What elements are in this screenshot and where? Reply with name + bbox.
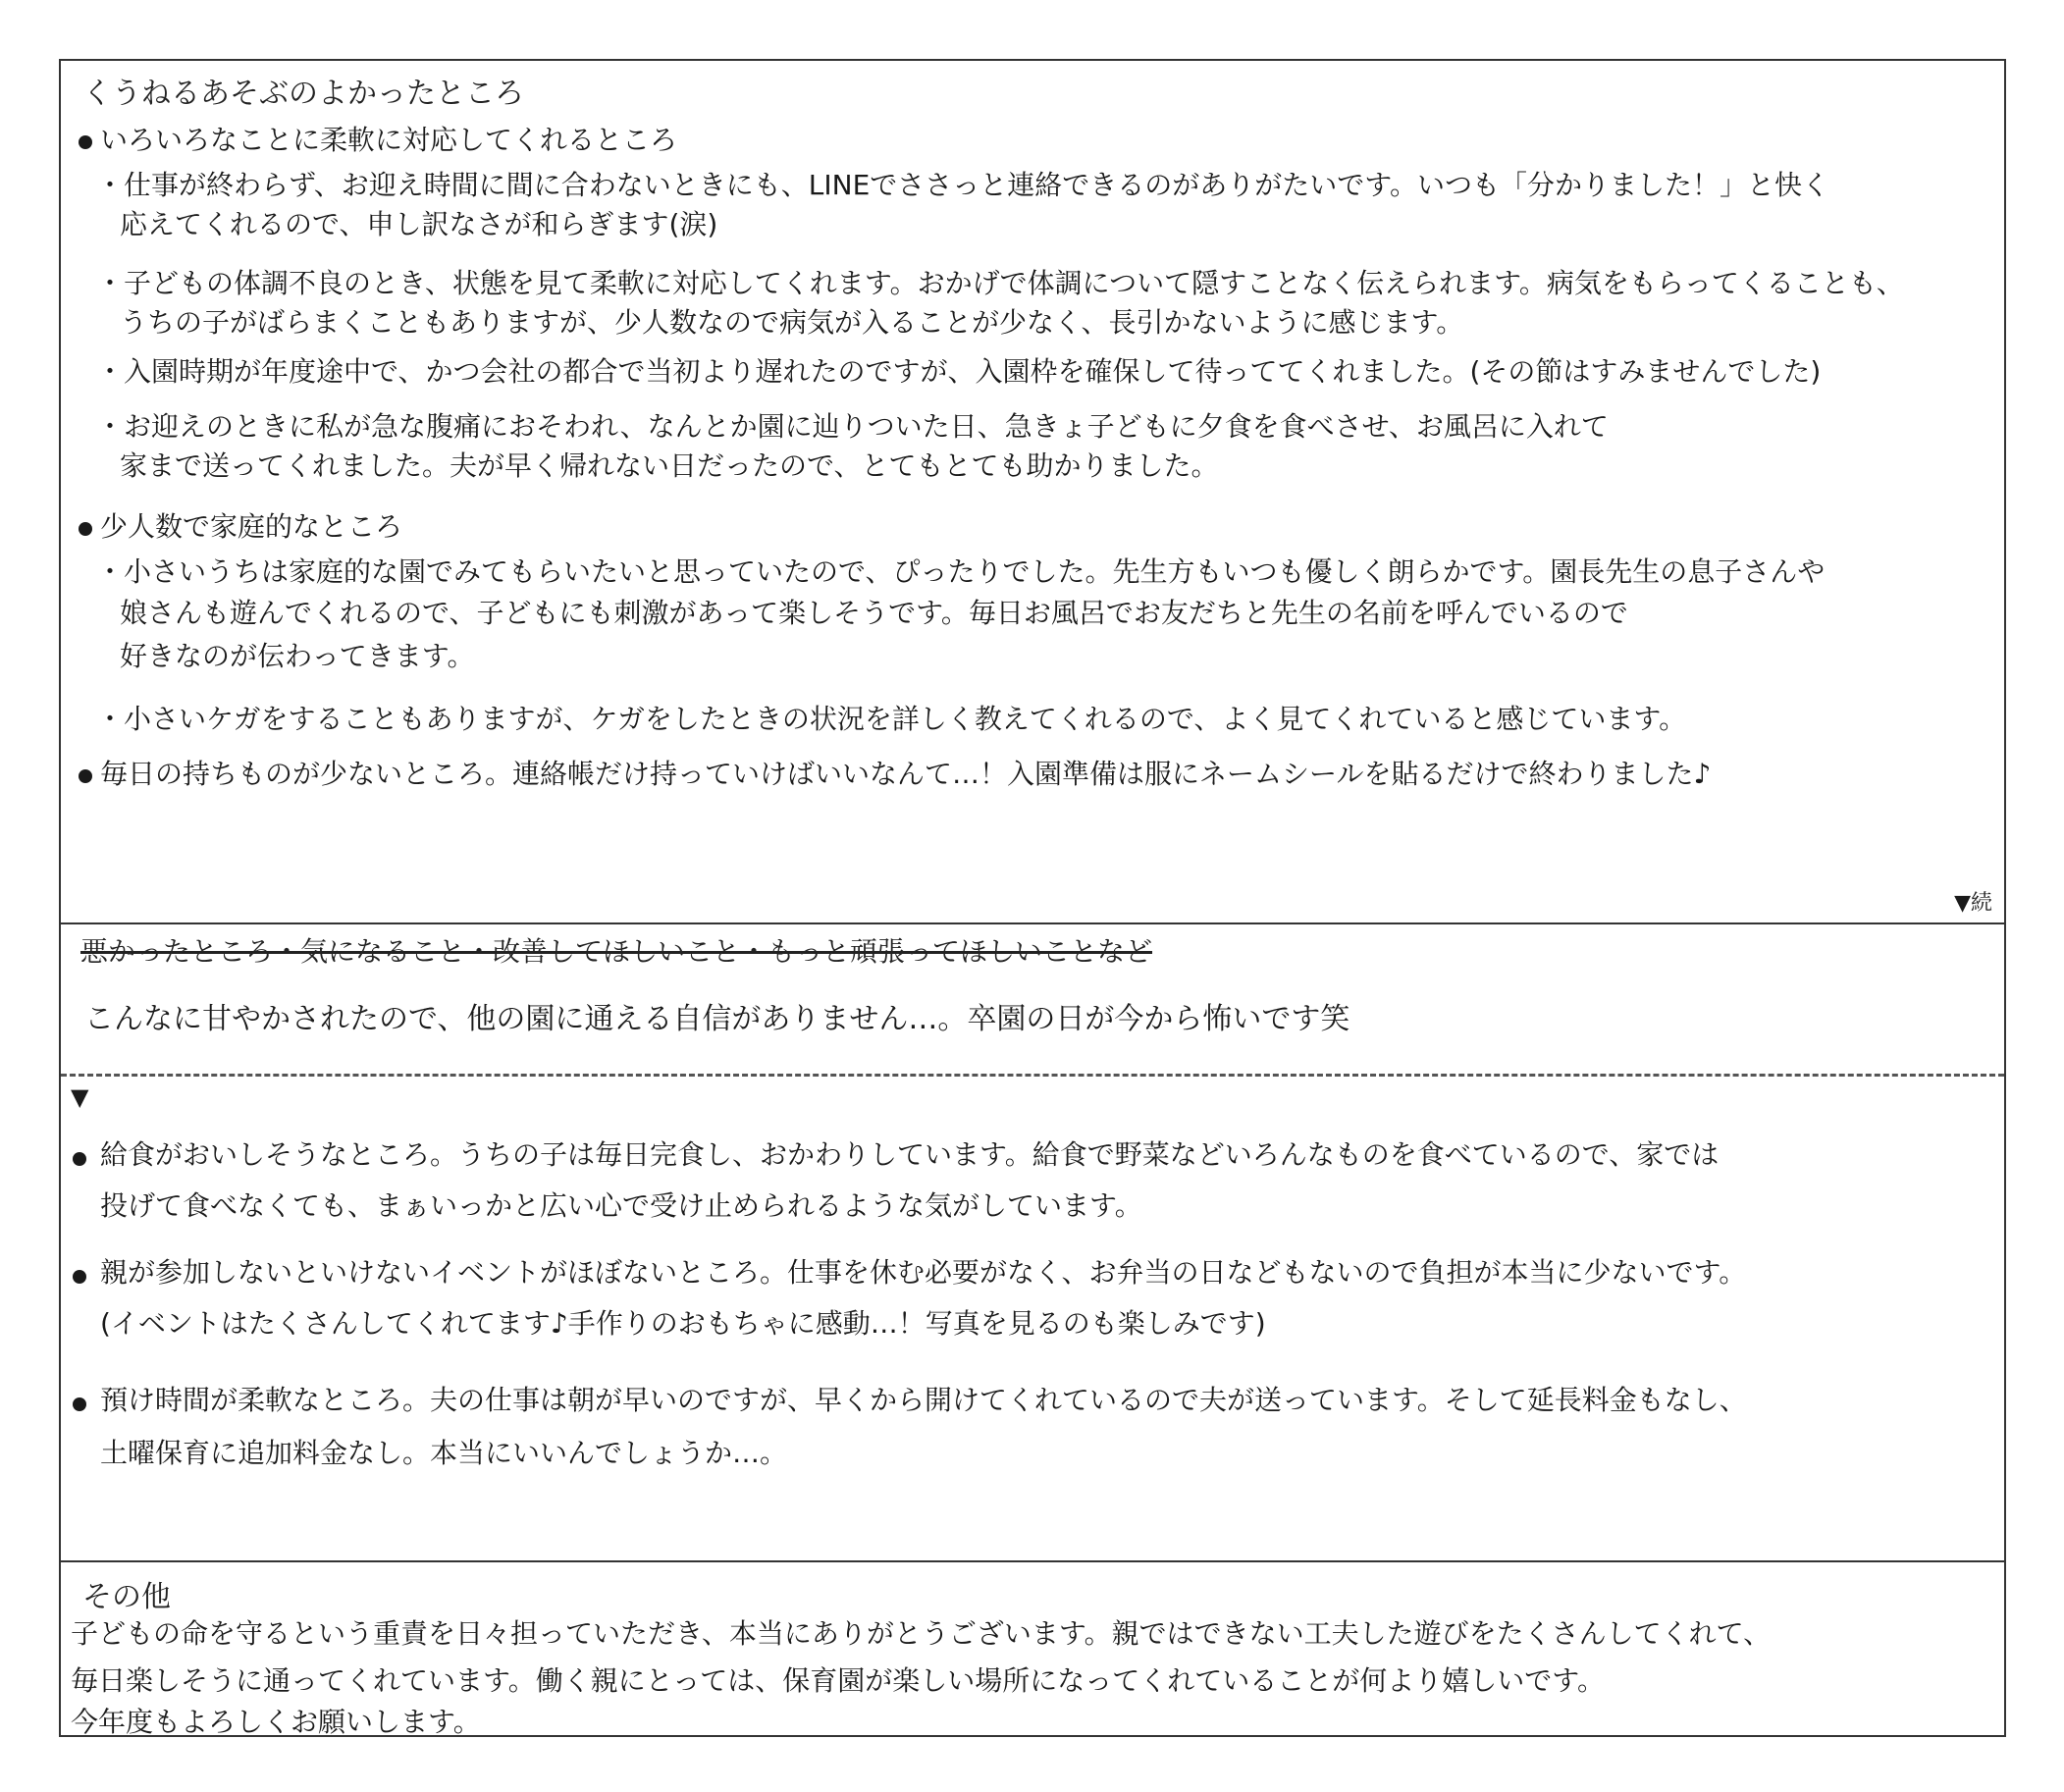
item-line: 親が参加しないといけないイベントがほぼないところ。仕事を休む必要がなく、お弁当の日などもないので負担が本当に少ないです。 xyxy=(100,1256,1747,1289)
continued-section xyxy=(61,1076,2004,1562)
good-points-section xyxy=(61,61,2004,924)
item-title: 少人数で家庭的なところ xyxy=(100,510,403,543)
bad-points-section xyxy=(61,924,2004,1074)
continued-marker: ▼続 xyxy=(1954,891,1992,916)
item-line: ・仕事が終わらず、お迎え時間に間に合わないときにも、LINEでささっと連絡できるのがありがたいです。いつも「分かりました！」と快く xyxy=(96,169,1830,201)
item-line: ・入園時期が年度途中で、かつ会社の都合で当初より遅れたのですが、入園枠を確保して待っててくれました。(その節はすみませんでした) xyxy=(96,355,1822,388)
item-line: 家まで送ってくれました。夫が早く帰れない日だったので、とてもとても助かりました。 xyxy=(120,449,1219,482)
bullet-icon xyxy=(73,1397,86,1411)
item-line: (イベントはたくさんしてくれてます♪手作りのおもちゃに感動…！写真を見るのも楽しみです) xyxy=(100,1307,1266,1340)
other-line: 毎日楽しそうに通ってくれています。働く親にとっては、保育園が楽しい場所になってくれていることが何より嬉しいです。 xyxy=(71,1664,1605,1697)
item-title: いろいろなことに柔軟に対応してくれるところ xyxy=(100,124,678,156)
item-line: 応えてくれるので、申し訳なさが和らぎます(涙) xyxy=(120,208,718,240)
survey-sheet xyxy=(59,59,2006,1737)
item-line: ・小さいうちは家庭的な園でみてもらいたいと思っていたので、ぴったりでした。先生方もいつも優しく朗らかです。園長先生の息子さんや xyxy=(96,555,1826,588)
item-line: 娘さんも遊んでくれるので、子どもにも刺激があって楽しそうです。毎日お風呂でお友だちと先生の名前を呼んでいるので xyxy=(120,597,1628,629)
bullet-icon xyxy=(79,522,92,536)
item-line: 土曜保育に追加料金なし。本当にいいんでしょうか…。 xyxy=(100,1437,788,1469)
item-line: 好きなのが伝わってきます。 xyxy=(120,640,475,672)
item-line: 預け時間が柔軟なところ。夫の仕事は朝が早いのですが、早くから開けてくれているので夫が送っています。そして延長料金もなし、 xyxy=(100,1384,1747,1416)
other-line: 今年度もよろしくお願いします。 xyxy=(71,1706,481,1738)
item-line: ・小さいケガをすることもありますが、ケガをしたときの状況を詳しく教えてくれるので、よく見てくれていると感じています。 xyxy=(96,703,1687,735)
bullet-icon xyxy=(79,769,92,783)
bad-points-text: こんなに甘やかされたので、他の園に通える自信がありません…。卒園の日が今から怖いです笑 xyxy=(84,1002,1350,1036)
item-line: ・子どもの体調不良のとき、状態を見て柔軟に対応してくれます。おかげで体調について隠すことなく伝えられます。病気をもらってくることも、 xyxy=(96,267,1904,299)
item-line: 給食がおいしそうなところ。うちの子は毎日完食し、おかわりしています。給食で野菜などいろんなものを食べているので、家では xyxy=(100,1138,1720,1171)
bullet-icon xyxy=(73,1270,86,1284)
other-heading: その他 xyxy=(82,1580,171,1614)
item-line: ・お迎えのときに私が急な腹痛におそわれ、なんとか園に辿りついた日、急きょ子どもに夕食を食べさせ、お風呂に入れて xyxy=(96,410,1609,443)
item-title: 毎日の持ちものが少ないところ。連絡帳だけ持っていけばいいなんて…！入園準備は服にネームシールを貼るだけで終わりました♪ xyxy=(100,758,1712,790)
good-points-heading: くうねるあそぶのよかったところ xyxy=(82,77,524,111)
other-section xyxy=(61,1562,2004,1737)
item-line: 投げて食べなくても、まぁいっかと広い心で受け止められるような気がしています。 xyxy=(100,1189,1142,1222)
bullet-icon xyxy=(73,1152,86,1166)
bad-points-heading: 悪かったところ・気になること・改善してほしいこと・もっと頑張ってほしいことなど xyxy=(80,935,1153,968)
continued-arrow-icon: ▼ xyxy=(71,1083,89,1111)
bullet-icon xyxy=(79,135,92,149)
item-line: うちの子がばらまくこともありますが、少人数なので病気が入ることが少なく、長引かないように感じます。 xyxy=(120,306,1464,339)
other-line: 子どもの命を守るという重責を日々担っていただき、本当にありがとうございます。親ではできない工夫した遊びをたくさんしてくれて、 xyxy=(71,1617,1772,1650)
